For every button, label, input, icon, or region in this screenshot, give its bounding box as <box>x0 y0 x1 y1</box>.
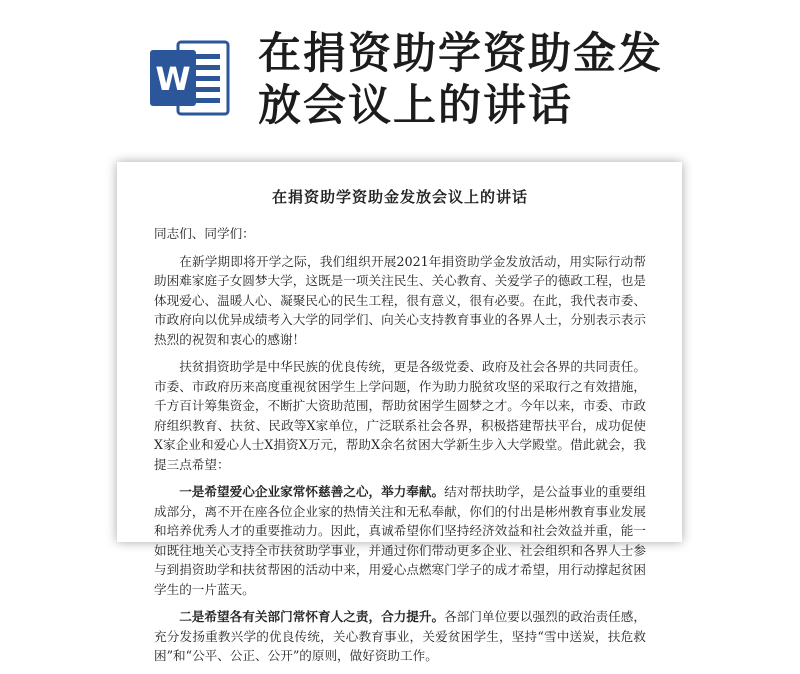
paragraph-4 <box>154 607 646 666</box>
header <box>0 0 800 160</box>
paragraph-2: 扶贫捐资助学是中华民族的优良传统，更是各级党委、政府及社会各界的共同责任。市委、市政府历来高度重视贫困学生上学问题，作为助力脱贫攻坚的采取行之有效措施，千方百计筹集资金，不断扩大资助范围，帮助贫困学生圆梦之才。今年以来，市委、市政府组织教育、扶贫、民政等X家单位，广泛联系社会各界，积极搭建帮扶平台，成功促使X家企业和爱心人士X捐资X万元，帮助X余名贫困大学新生步入大学殿堂。借此就会，我提三点希望： <box>154 359 646 472</box>
title-line-2: 放会议上的讲话 <box>258 81 573 131</box>
salutation: 同志们、同学们： <box>154 226 255 241</box>
paragraph-3 <box>154 482 646 599</box>
paragraph-3-text: 结对帮扶助学，是公益事业的重要组成部分，离不开在座各位企业家的热情关注和无私奉献，你们的付出是彬州教育事业发展和培养优秀人才的重要推动力。因此，真诚希望你们坚持经济效益和社会效益并重，能一如既往地关心支持全市扶贫助学事业，并通过你们带动更多企业、社会组织和各界人士参与到捐资助学和扶贫帮困的活动中来，用爱心点燃寒门学子的成才希望，用行动撑起贫困学生的一片蓝天。 <box>154 484 647 597</box>
document-body <box>154 186 646 674</box>
word-document-icon <box>148 36 232 120</box>
document-title: 在捐资助学资助金发放会议上的讲话 <box>271 188 528 206</box>
word-letter: W <box>155 60 191 98</box>
paragraph-1: 在新学期即将开学之际，我们组织开展2021年捐资助学金发放活动，用实际行动帮助困难家庭子女圆梦大学，这既是一项关注民生、关心教育、关爱学子的德政工程，也是体现爱心、温暖人心、凝聚民心的民生工程，很有意义，很有必要。在此，我代表市委、市政府向以优异成绩考入大学的同学们、向关心支持教育事业的各界人士，分别表示表示热烈的祝贺和衷心的感谢！ <box>154 253 646 347</box>
paragraph-3-lead: 一是希望爱心企业家常怀慈善之心，举力奉献。 <box>179 484 445 499</box>
paragraph-4-text: 各部门单位要以强烈的政治责任感，充分发扬重教兴学的优良传统，关心教育事业，关爱贫困学生，坚持“雪中送炭，扶危救困”和“公平、公正、公开”的原则，做好资助工作。 <box>154 609 647 663</box>
document-preview <box>117 162 682 663</box>
page-title <box>258 28 778 132</box>
paragraph-4-lead: 二是希望各有关部门常怀育人之责，合力提升。 <box>179 609 445 624</box>
title-line-1: 在捐资助学资助金发 <box>258 29 663 79</box>
